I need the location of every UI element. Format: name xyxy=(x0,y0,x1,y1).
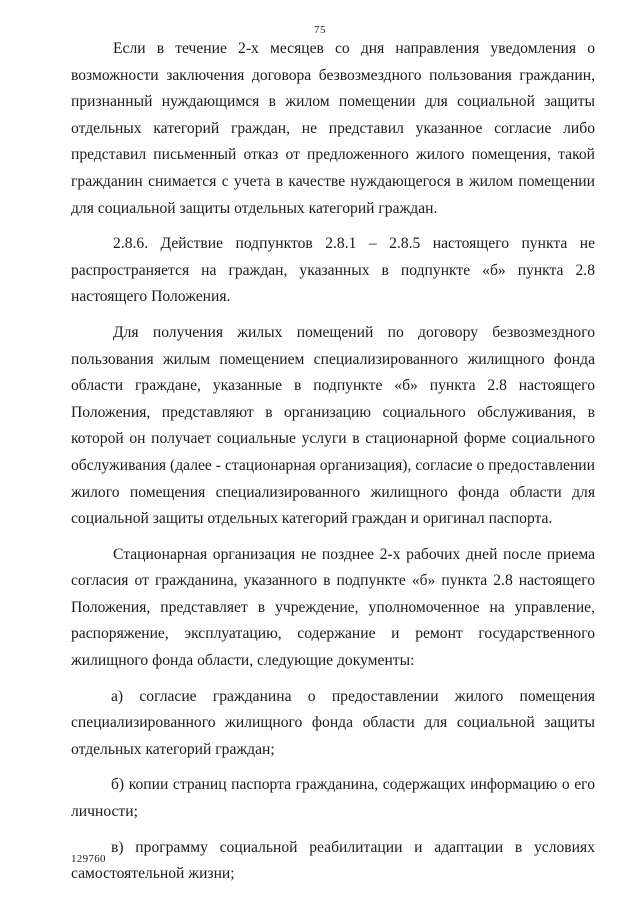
document-code: 129760 xyxy=(71,853,106,865)
paragraph-stationary-organization: Стационарная организация не позднее 2-х рабочих дней после приема согласия от гражданина, указанного в подпункте «б» пункта 2.8 настоящего Положения, представляет в учреждение, уполномоченное на управление, распоряжение, эксплуатацию, содержание и ремонт государственного жилищного фонда области, следующие документы: xyxy=(71,545,595,670)
list-item-b: б) копии страниц паспорта гражданина, содержащих информацию о его личности; xyxy=(71,776,595,821)
document-body xyxy=(71,36,595,888)
paragraph-refusal-deregistration: Если в течение 2-х месяцев со дня направления уведомления о возможности заключения договора безвозмездного пользования гражданин, признанный нуждающимся в жилом помещении для социальной защиты отдельных категорий граждан, не представил указанное согласие либо представил письменный отказ от предложенного жилого помещения, такой гражданин снимается с учета в качестве нуждающегося в жилом помещении для социальной защиты отдельных категорий граждан. xyxy=(71,40,595,217)
list-item-v: в) программу социальной реабилитации и адаптации в условиях самостоятельной жизни; xyxy=(71,838,595,883)
page-number: 75 xyxy=(314,24,326,36)
paragraph-2-8-6: 2.8.6. Действие подпунктов 2.8.1 – 2.8.5 настоящего пункта не распространяется на граждан, указанных в подпункте «б» пункта 2.8 настоящего Положения. xyxy=(71,235,595,306)
list-item-a: а) согласие гражданина о предоставлении жилого помещения специализированного жилищного фонда области для социальной защиты отдельных категорий граждан; xyxy=(71,687,595,758)
paragraph-obtaining-housing: Для получения жилых помещений по договору безвозмездного пользования жилым помещением специализированного жилищного фонда области граждане, указанные в подпункте «б» пункта 2.8 настоящего Положения, представляют в организацию социального обслуживания, в которой он получает социальные услуги в стационарной форме социального обслуживания (далее - стационарная организация), согласие о предоставлении жилого помещения специализированного жилищного фонда области для социальной защиты отдельных категорий граждан и оригинал паспорта. xyxy=(71,323,595,528)
